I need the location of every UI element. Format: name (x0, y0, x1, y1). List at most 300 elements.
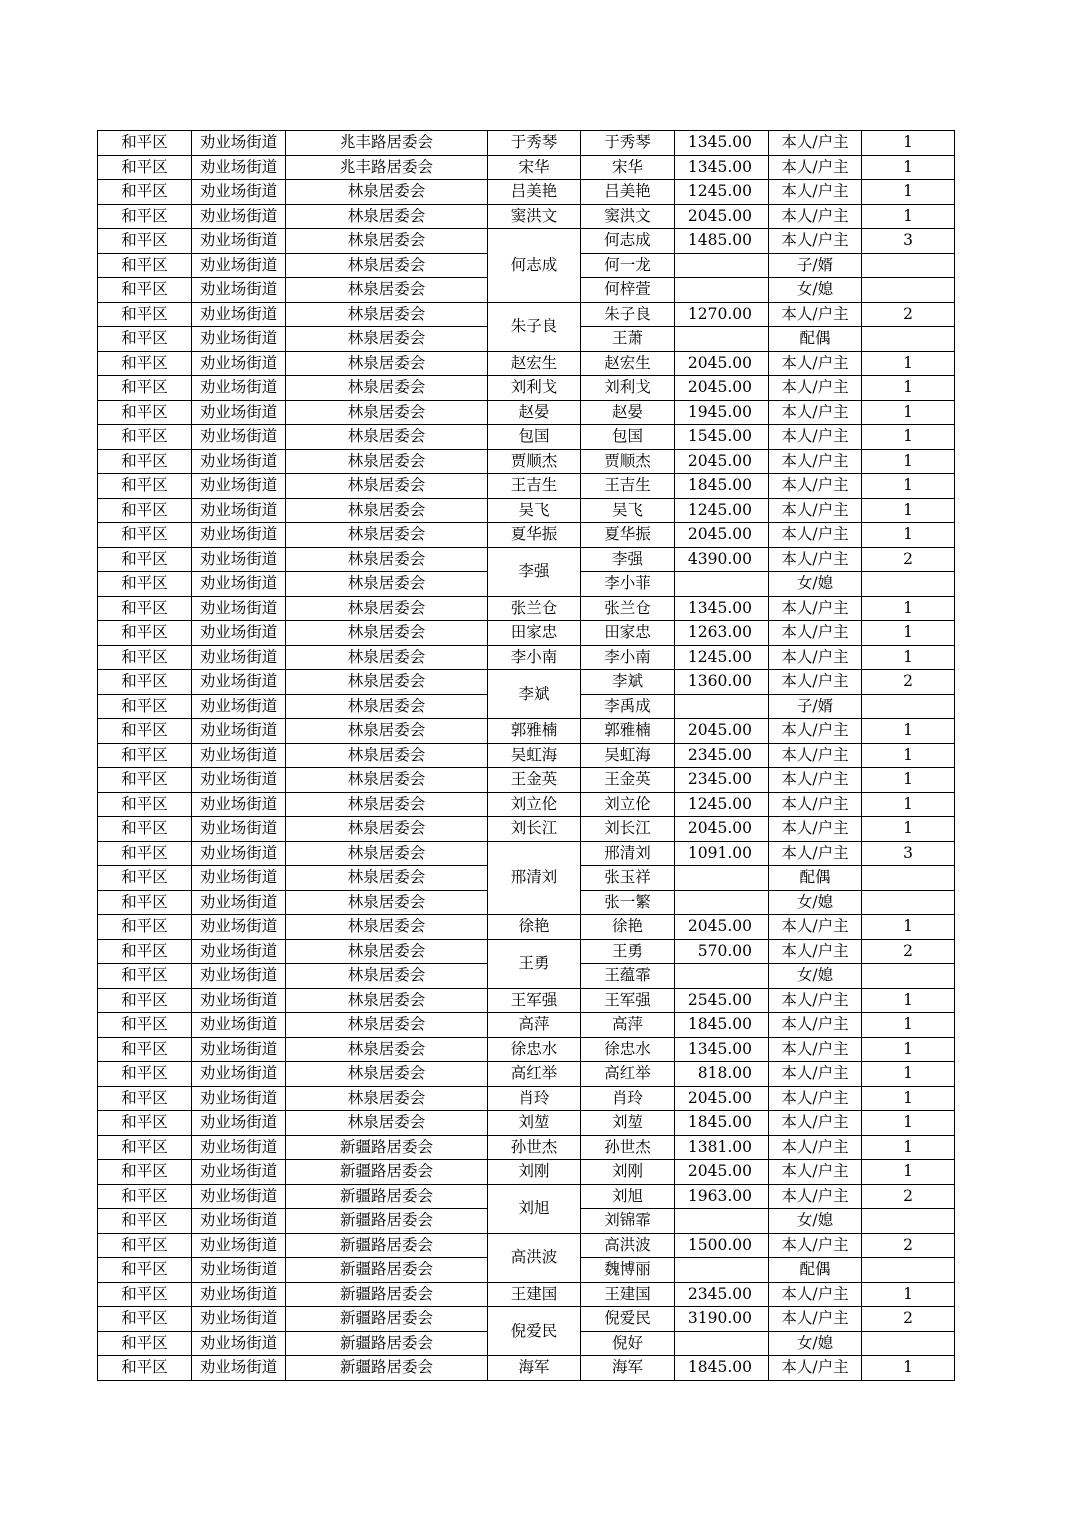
count-cell: 1 (862, 1086, 955, 1111)
street-cell: 劝业场街道 (192, 351, 286, 376)
amount-cell (675, 890, 769, 915)
street-cell: 劝业场街道 (192, 425, 286, 450)
table-row (98, 1184, 955, 1209)
applicant-cell: 贾顺杰 (488, 449, 581, 474)
applicant-cell: 何志成 (488, 229, 581, 303)
relation-cell: 本人/户主 (769, 988, 862, 1013)
applicant-cell: 刘旭 (488, 1184, 581, 1233)
district-cell: 和平区 (98, 792, 192, 817)
count-cell: 1 (862, 988, 955, 1013)
committee-cell: 林泉居委会 (286, 1062, 488, 1087)
district-cell: 和平区 (98, 866, 192, 891)
district-cell: 和平区 (98, 1331, 192, 1356)
committee-cell: 新疆路居委会 (286, 1307, 488, 1332)
relation-cell: 本人/户主 (769, 1307, 862, 1332)
applicant-cell: 王建国 (488, 1282, 581, 1307)
district-cell: 和平区 (98, 1160, 192, 1185)
applicant-cell: 吴虹海 (488, 743, 581, 768)
relation-cell: 本人/户主 (769, 792, 862, 817)
committee-cell: 林泉居委会 (286, 939, 488, 964)
member-cell: 高洪波 (581, 1233, 675, 1258)
member-cell: 刘利戈 (581, 376, 675, 401)
street-cell: 劝业场街道 (192, 1184, 286, 1209)
applicant-cell: 高红举 (488, 1062, 581, 1087)
count-cell: 1 (862, 351, 955, 376)
district-cell: 和平区 (98, 474, 192, 499)
district-cell: 和平区 (98, 1086, 192, 1111)
relation-cell: 本人/户主 (769, 817, 862, 842)
roster-table (97, 130, 955, 1381)
roster-body (98, 131, 955, 1381)
amount-cell: 2045.00 (675, 915, 769, 940)
amount-cell: 2045.00 (675, 523, 769, 548)
street-cell: 劝业场街道 (192, 719, 286, 744)
district-cell: 和平区 (98, 1282, 192, 1307)
amount-cell: 1945.00 (675, 400, 769, 425)
table-row (98, 768, 955, 793)
amount-cell: 2545.00 (675, 988, 769, 1013)
amount-cell: 1091.00 (675, 841, 769, 866)
district-cell: 和平区 (98, 180, 192, 205)
street-cell: 劝业场街道 (192, 1111, 286, 1136)
member-cell: 刘旭 (581, 1184, 675, 1209)
street-cell: 劝业场街道 (192, 792, 286, 817)
amount-cell: 1381.00 (675, 1135, 769, 1160)
applicant-cell: 王吉生 (488, 474, 581, 499)
amount-cell: 1345.00 (675, 155, 769, 180)
amount-cell: 1500.00 (675, 1233, 769, 1258)
count-cell: 1 (862, 1160, 955, 1185)
table-row (98, 1037, 955, 1062)
member-cell: 倪好 (581, 1331, 675, 1356)
relation-cell: 本人/户主 (769, 743, 862, 768)
street-cell: 劝业场街道 (192, 523, 286, 548)
street-cell: 劝业场街道 (192, 841, 286, 866)
relation-cell: 本人/户主 (769, 131, 862, 156)
district-cell: 和平区 (98, 572, 192, 597)
member-cell: 刘刚 (581, 1160, 675, 1185)
relation-cell: 配偶 (769, 1258, 862, 1283)
district-cell: 和平区 (98, 988, 192, 1013)
amount-cell: 1345.00 (675, 131, 769, 156)
amount-cell: 1485.00 (675, 229, 769, 254)
member-cell: 朱子良 (581, 302, 675, 327)
relation-cell: 本人/户主 (769, 621, 862, 646)
committee-cell: 林泉居委会 (286, 621, 488, 646)
amount-cell: 1845.00 (675, 1111, 769, 1136)
table-row (98, 400, 955, 425)
table-row (98, 1307, 955, 1332)
applicant-cell: 张兰仓 (488, 596, 581, 621)
committee-cell: 林泉居委会 (286, 1013, 488, 1038)
applicant-cell: 海军 (488, 1356, 581, 1381)
committee-cell: 林泉居委会 (286, 645, 488, 670)
street-cell: 劝业场街道 (192, 253, 286, 278)
member-cell: 李强 (581, 547, 675, 572)
committee-cell: 林泉居委会 (286, 523, 488, 548)
relation-cell: 配偶 (769, 866, 862, 891)
count-cell (862, 1209, 955, 1234)
amount-cell (675, 1331, 769, 1356)
member-cell: 魏博丽 (581, 1258, 675, 1283)
applicant-cell: 朱子良 (488, 302, 581, 351)
member-cell: 吴飞 (581, 498, 675, 523)
district-cell: 和平区 (98, 939, 192, 964)
street-cell: 劝业场街道 (192, 1209, 286, 1234)
amount-cell: 1270.00 (675, 302, 769, 327)
street-cell: 劝业场街道 (192, 1160, 286, 1185)
applicant-cell: 王军强 (488, 988, 581, 1013)
relation-cell: 本人/户主 (769, 1086, 862, 1111)
amount-cell: 2045.00 (675, 1086, 769, 1111)
district-cell: 和平区 (98, 449, 192, 474)
committee-cell: 林泉居委会 (286, 302, 488, 327)
amount-cell: 2345.00 (675, 743, 769, 768)
amount-cell: 1345.00 (675, 1037, 769, 1062)
district-cell: 和平区 (98, 425, 192, 450)
table-row (98, 915, 955, 940)
committee-cell: 林泉居委会 (286, 841, 488, 866)
table-row (98, 596, 955, 621)
table-row (98, 939, 955, 964)
district-cell: 和平区 (98, 1013, 192, 1038)
applicant-cell: 刘堃 (488, 1111, 581, 1136)
committee-cell: 林泉居委会 (286, 449, 488, 474)
count-cell: 1 (862, 596, 955, 621)
committee-cell: 林泉居委会 (286, 792, 488, 817)
count-cell: 1 (862, 621, 955, 646)
member-cell: 于秀琴 (581, 131, 675, 156)
amount-cell: 2045.00 (675, 719, 769, 744)
member-cell: 宋华 (581, 155, 675, 180)
amount-cell: 1845.00 (675, 474, 769, 499)
count-cell: 1 (862, 449, 955, 474)
table-row (98, 229, 955, 254)
applicant-cell: 赵晏 (488, 400, 581, 425)
applicant-cell: 吴飞 (488, 498, 581, 523)
committee-cell: 新疆路居委会 (286, 1209, 488, 1234)
table-row (98, 1111, 955, 1136)
amount-cell: 1963.00 (675, 1184, 769, 1209)
district-cell: 和平区 (98, 817, 192, 842)
relation-cell: 本人/户主 (769, 523, 862, 548)
table-row (98, 1062, 955, 1087)
table-row (98, 498, 955, 523)
amount-cell: 1360.00 (675, 670, 769, 695)
district-cell: 和平区 (98, 743, 192, 768)
relation-cell: 女/媳 (769, 890, 862, 915)
street-cell: 劝业场街道 (192, 376, 286, 401)
member-cell: 赵晏 (581, 400, 675, 425)
committee-cell: 新疆路居委会 (286, 1160, 488, 1185)
committee-cell: 兆丰路居委会 (286, 131, 488, 156)
street-cell: 劝业场街道 (192, 302, 286, 327)
table-row (98, 523, 955, 548)
committee-cell: 林泉居委会 (286, 327, 488, 352)
applicant-cell: 李斌 (488, 670, 581, 719)
amount-cell: 2345.00 (675, 768, 769, 793)
committee-cell: 林泉居委会 (286, 817, 488, 842)
street-cell: 劝业场街道 (192, 890, 286, 915)
committee-cell: 新疆路居委会 (286, 1331, 488, 1356)
amount-cell: 1245.00 (675, 645, 769, 670)
table-row (98, 1356, 955, 1381)
applicant-cell: 田家忠 (488, 621, 581, 646)
relation-cell: 本人/户主 (769, 1037, 862, 1062)
table-row (98, 376, 955, 401)
table-row (98, 621, 955, 646)
amount-cell: 2045.00 (675, 1160, 769, 1185)
amount-cell: 2045.00 (675, 449, 769, 474)
count-cell (862, 572, 955, 597)
district-cell: 和平区 (98, 351, 192, 376)
relation-cell: 本人/户主 (769, 1135, 862, 1160)
member-cell: 张兰仓 (581, 596, 675, 621)
committee-cell: 新疆路居委会 (286, 1356, 488, 1381)
table-row (98, 792, 955, 817)
district-cell: 和平区 (98, 547, 192, 572)
applicant-cell: 肖玲 (488, 1086, 581, 1111)
table-row (98, 449, 955, 474)
member-cell: 郭雅楠 (581, 719, 675, 744)
committee-cell: 林泉居委会 (286, 278, 488, 303)
count-cell: 1 (862, 523, 955, 548)
relation-cell: 女/媳 (769, 278, 862, 303)
committee-cell: 新疆路居委会 (286, 1135, 488, 1160)
amount-cell (675, 1258, 769, 1283)
member-cell: 李斌 (581, 670, 675, 695)
street-cell: 劝业场街道 (192, 449, 286, 474)
amount-cell: 2045.00 (675, 204, 769, 229)
member-cell: 王蕴霏 (581, 964, 675, 989)
applicant-cell: 李小南 (488, 645, 581, 670)
committee-cell: 林泉居委会 (286, 1086, 488, 1111)
amount-cell: 3190.00 (675, 1307, 769, 1332)
committee-cell: 林泉居委会 (286, 498, 488, 523)
committee-cell: 林泉居委会 (286, 425, 488, 450)
count-cell: 1 (862, 131, 955, 156)
committee-cell: 林泉居委会 (286, 866, 488, 891)
relation-cell: 本人/户主 (769, 645, 862, 670)
count-cell: 1 (862, 498, 955, 523)
district-cell: 和平区 (98, 670, 192, 695)
relation-cell: 本人/户主 (769, 474, 862, 499)
committee-cell: 林泉居委会 (286, 694, 488, 719)
district-cell: 和平区 (98, 1209, 192, 1234)
table-row (98, 719, 955, 744)
district-cell: 和平区 (98, 645, 192, 670)
count-cell: 2 (862, 302, 955, 327)
amount-cell: 4390.00 (675, 547, 769, 572)
district-cell: 和平区 (98, 498, 192, 523)
table-row (98, 1086, 955, 1111)
member-cell: 刘长江 (581, 817, 675, 842)
amount-cell: 1245.00 (675, 180, 769, 205)
applicant-cell: 徐忠水 (488, 1037, 581, 1062)
street-cell: 劝业场街道 (192, 327, 286, 352)
count-cell (862, 1331, 955, 1356)
amount-cell (675, 866, 769, 891)
count-cell: 1 (862, 204, 955, 229)
applicant-cell: 孙世杰 (488, 1135, 581, 1160)
committee-cell: 林泉居委会 (286, 351, 488, 376)
district-cell: 和平区 (98, 841, 192, 866)
applicant-cell: 李强 (488, 547, 581, 596)
member-cell: 吕美艳 (581, 180, 675, 205)
member-cell: 李小菲 (581, 572, 675, 597)
district-cell: 和平区 (98, 1111, 192, 1136)
amount-cell: 570.00 (675, 939, 769, 964)
count-cell: 1 (862, 474, 955, 499)
member-cell: 王建国 (581, 1282, 675, 1307)
count-cell (862, 327, 955, 352)
table-row (98, 204, 955, 229)
member-cell: 肖玲 (581, 1086, 675, 1111)
count-cell: 1 (862, 1111, 955, 1136)
street-cell: 劝业场街道 (192, 939, 286, 964)
member-cell: 赵宏生 (581, 351, 675, 376)
count-cell: 3 (862, 229, 955, 254)
relation-cell: 子/婿 (769, 253, 862, 278)
relation-cell: 配偶 (769, 327, 862, 352)
relation-cell: 女/媳 (769, 1331, 862, 1356)
relation-cell: 本人/户主 (769, 425, 862, 450)
amount-cell: 1263.00 (675, 621, 769, 646)
count-cell: 1 (862, 376, 955, 401)
table-row (98, 743, 955, 768)
street-cell: 劝业场街道 (192, 229, 286, 254)
applicant-cell: 赵宏生 (488, 351, 581, 376)
district-cell: 和平区 (98, 204, 192, 229)
street-cell: 劝业场街道 (192, 1282, 286, 1307)
street-cell: 劝业场街道 (192, 180, 286, 205)
street-cell: 劝业场街道 (192, 278, 286, 303)
district-cell: 和平区 (98, 229, 192, 254)
relation-cell: 本人/户主 (769, 376, 862, 401)
relation-cell: 本人/户主 (769, 547, 862, 572)
committee-cell: 林泉居委会 (286, 964, 488, 989)
district-cell: 和平区 (98, 694, 192, 719)
count-cell: 1 (862, 768, 955, 793)
table-row (98, 817, 955, 842)
relation-cell: 本人/户主 (769, 229, 862, 254)
street-cell: 劝业场街道 (192, 645, 286, 670)
district-cell: 和平区 (98, 376, 192, 401)
count-cell: 1 (862, 719, 955, 744)
district-cell: 和平区 (98, 915, 192, 940)
amount-cell: 818.00 (675, 1062, 769, 1087)
member-cell: 张一繁 (581, 890, 675, 915)
relation-cell: 本人/户主 (769, 1160, 862, 1185)
count-cell: 1 (862, 1013, 955, 1038)
count-cell: 1 (862, 915, 955, 940)
relation-cell: 女/媳 (769, 1209, 862, 1234)
relation-cell: 本人/户主 (769, 1062, 862, 1087)
member-cell: 李小南 (581, 645, 675, 670)
count-cell: 3 (862, 841, 955, 866)
amount-cell: 2045.00 (675, 376, 769, 401)
street-cell: 劝业场街道 (192, 621, 286, 646)
committee-cell: 林泉居委会 (286, 988, 488, 1013)
street-cell: 劝业场街道 (192, 1233, 286, 1258)
applicant-cell: 于秀琴 (488, 131, 581, 156)
count-cell: 1 (862, 645, 955, 670)
count-cell: 1 (862, 1037, 955, 1062)
committee-cell: 林泉居委会 (286, 547, 488, 572)
table-row (98, 351, 955, 376)
relation-cell: 本人/户主 (769, 1013, 862, 1038)
relation-cell: 本人/户主 (769, 204, 862, 229)
relation-cell: 本人/户主 (769, 670, 862, 695)
applicant-cell: 刘长江 (488, 817, 581, 842)
committee-cell: 林泉居委会 (286, 1037, 488, 1062)
table-row (98, 425, 955, 450)
street-cell: 劝业场街道 (192, 131, 286, 156)
member-cell: 王吉生 (581, 474, 675, 499)
district-cell: 和平区 (98, 890, 192, 915)
table-row (98, 1160, 955, 1185)
committee-cell: 林泉居委会 (286, 229, 488, 254)
count-cell: 1 (862, 1356, 955, 1381)
member-cell: 刘锦霏 (581, 1209, 675, 1234)
district-cell: 和平区 (98, 327, 192, 352)
street-cell: 劝业场街道 (192, 547, 286, 572)
table-row (98, 1282, 955, 1307)
table-row (98, 1135, 955, 1160)
table-row (98, 155, 955, 180)
street-cell: 劝业场街道 (192, 1258, 286, 1283)
relation-cell: 本人/户主 (769, 155, 862, 180)
committee-cell: 林泉居委会 (286, 474, 488, 499)
member-cell: 贾顺杰 (581, 449, 675, 474)
member-cell: 徐艳 (581, 915, 675, 940)
street-cell: 劝业场街道 (192, 1135, 286, 1160)
street-cell: 劝业场街道 (192, 964, 286, 989)
member-cell: 张玉祥 (581, 866, 675, 891)
district-cell: 和平区 (98, 596, 192, 621)
amount-cell: 1545.00 (675, 425, 769, 450)
committee-cell: 林泉居委会 (286, 915, 488, 940)
applicant-cell: 刘利戈 (488, 376, 581, 401)
committee-cell: 新疆路居委会 (286, 1282, 488, 1307)
table-row (98, 988, 955, 1013)
committee-cell: 林泉居委会 (286, 670, 488, 695)
district-cell: 和平区 (98, 302, 192, 327)
member-cell: 海军 (581, 1356, 675, 1381)
applicant-cell: 王金英 (488, 768, 581, 793)
district-cell: 和平区 (98, 523, 192, 548)
member-cell: 刘堃 (581, 1111, 675, 1136)
member-cell: 高红举 (581, 1062, 675, 1087)
street-cell: 劝业场街道 (192, 204, 286, 229)
count-cell: 2 (862, 1307, 955, 1332)
amount-cell (675, 694, 769, 719)
table-row (98, 1233, 955, 1258)
amount-cell: 1845.00 (675, 1356, 769, 1381)
district-cell: 和平区 (98, 1233, 192, 1258)
amount-cell (675, 253, 769, 278)
district-cell: 和平区 (98, 768, 192, 793)
relation-cell: 本人/户主 (769, 302, 862, 327)
district-cell: 和平区 (98, 1356, 192, 1381)
committee-cell: 林泉居委会 (286, 768, 488, 793)
amount-cell (675, 278, 769, 303)
street-cell: 劝业场街道 (192, 1037, 286, 1062)
committee-cell: 林泉居委会 (286, 890, 488, 915)
member-cell: 李禹成 (581, 694, 675, 719)
member-cell: 田家忠 (581, 621, 675, 646)
amount-cell: 1345.00 (675, 596, 769, 621)
